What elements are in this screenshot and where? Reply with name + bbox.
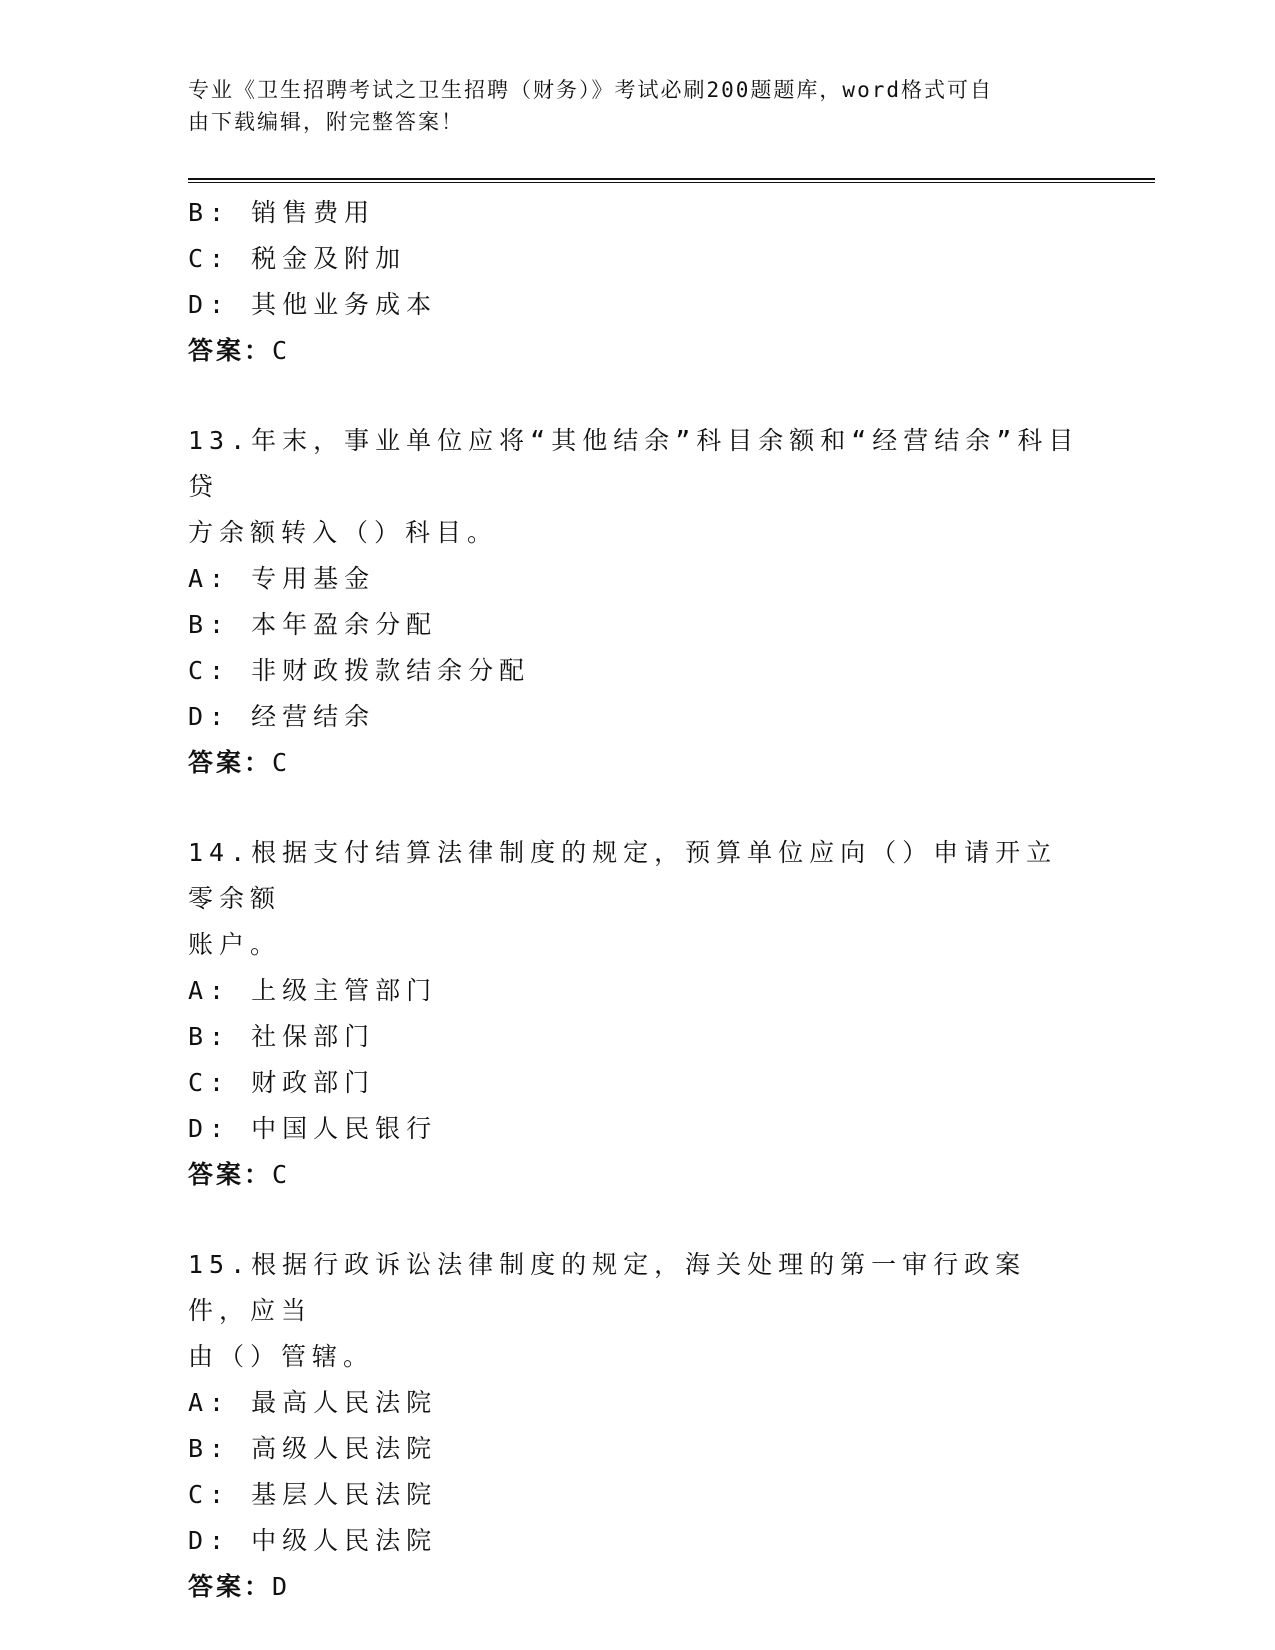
- header-divider: [188, 178, 1155, 183]
- question-stem-line-1: 13.年末，事业单位应将“其他结余”科目余额和“经营结余”科目贷: [188, 426, 1080, 501]
- answer-label: 答案：: [188, 336, 273, 365]
- header-line-2: 由下载编辑，附完整答案！: [188, 110, 464, 134]
- answer-line: [188, 1564, 1088, 1610]
- option-d: D: 中国人民银行: [188, 1114, 438, 1143]
- answer-value: C: [272, 748, 291, 777]
- option-a: A: 最高人民法院: [188, 1388, 438, 1417]
- option-b: B: 社保部门: [188, 1022, 376, 1051]
- question-stem: [188, 830, 1088, 968]
- option-c: C: 财政部门: [188, 1068, 376, 1097]
- option-b: B: 销售费用: [188, 198, 376, 227]
- answer-label: 答案：: [188, 1160, 273, 1189]
- question-13: [188, 418, 1088, 786]
- answer-value: D: [272, 1572, 291, 1601]
- document-header: [188, 74, 1068, 138]
- previous-question-tail: [188, 190, 1088, 374]
- answer-line: [188, 328, 1088, 374]
- question-15: [188, 1242, 1088, 1610]
- question-stem-line-2: 由（）管辖。: [188, 1342, 375, 1371]
- answer-value: C: [272, 336, 291, 365]
- question-stem-line-2: 方余额转入（）科目。: [188, 518, 499, 547]
- answer-value: C: [272, 1160, 291, 1189]
- question-stem: [188, 1242, 1088, 1380]
- option-a: A: 专用基金: [188, 564, 376, 593]
- option-c: C: 基层人民法院: [188, 1480, 438, 1509]
- question-stem-line-1: 15.根据行政诉讼法律制度的规定，海关处理的第一审行政案件，应当: [188, 1250, 1027, 1325]
- header-line-1: 专业《卫生招聘考试之卫生招聘（财务）》考试必刷200题题库，word格式可自: [188, 78, 993, 102]
- answer-line: [188, 740, 1088, 786]
- option-c: C: 税金及附加: [188, 244, 407, 273]
- option-b: B: 高级人民法院: [188, 1434, 438, 1463]
- answer-line: [188, 1152, 1088, 1198]
- option-d: D: 经营结余: [188, 702, 376, 731]
- option-a: A: 上级主管部门: [188, 976, 438, 1005]
- question-list: [188, 190, 1088, 1610]
- answer-label: 答案：: [188, 1572, 273, 1601]
- option-d: D: 其他业务成本: [188, 290, 438, 319]
- question-stem: [188, 418, 1088, 556]
- option-d: D: 中级人民法院: [188, 1526, 438, 1555]
- question-stem-line-2: 账户。: [188, 930, 282, 959]
- option-c: C: 非财政拨款结余分配: [188, 656, 531, 685]
- option-b: B: 本年盈余分配: [188, 610, 438, 639]
- answer-label: 答案：: [188, 748, 273, 777]
- question-stem-line-1: 14.根据支付结算法律制度的规定，预算单位应向（）申请开立零余额: [188, 838, 1058, 913]
- question-14: [188, 830, 1088, 1198]
